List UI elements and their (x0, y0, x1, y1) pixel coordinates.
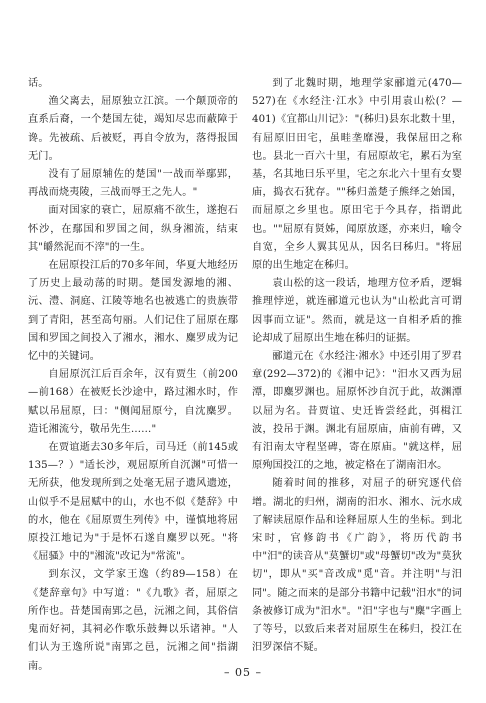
left-text-column (28, 75, 238, 676)
paragraph: 在屈原投江后的70多年间，华夏大地经历了历史上最动荡的时期。楚国发源地的湘、沅、澧、洞庭、江陵等地名也被逃亡的贵族带到了青阳，甚至高句丽。人们记住了屈原在鄢国和罗国之间投入了湘水，湘水、麋罗成为记忆中的关键词。 (28, 260, 238, 363)
paragraph: 到了北魏时期，地理学家郦道元(470—527)在《水经注·江水》中引用袁山松(？—401)《宜都山川记》："(秭归)县东北数十里，有屈原旧田宅，虽畦垄靡漫，我保屈田之称也。县北一百六十里，有屈原故宅，累石为室基，名其地曰乐平里，宅之东北六十里有女婴庙，捣衣石犹存。""秭归盖楚子熊绎之始国，而屈原之乡里也。原田宅于今具存，指谓此也。""屈原有贤姊，闻原放逐，亦来归，喻令自宽，全乡人翼其见从，因名曰秭归。"将屈原的出生地定在秭归。 (252, 78, 462, 272)
paragraph: 袁山松的这一段话，地理方位矛盾，逻辑推理悖逆，就连郦道元也认为"山松此言可谓因事而立证"。然而，就是这一自相矛盾的推论却成了屈原出生地在秭归的证据。 (252, 278, 462, 344)
paragraph: 在贾谊逝去30多年后，司马迁（前145或135—？）"适长沙，观屈原所自沉渊"可惜一无所获，他发现所到之处毫无屈子遗风遗迹，山似乎不是屈赋中的山，水也不似《楚辞》中的水，他在《屈原贾生列传》中，谨慎地将屈原投江地记为"于是怀石遂自麋罗以死。"将《屈骚》中的"湘流"改记为"常流"。 (28, 442, 238, 563)
paragraph: 自屈原沉江后百余年，汉有贾生（前200—前168）在被贬长沙途中，路过湘水时，作赋以吊屈原，曰："侧闻屈原兮，自沈麋罗。造讬湘流兮，敬吊先生……" (28, 369, 238, 435)
page-number: – 05 – (224, 666, 262, 679)
paragraph: 话。 (28, 78, 49, 89)
paragraph: 渔父离去，屈原独立江滨。一个颠顶帝的直系后裔，一个楚国左徒，竭知尽忠而蔽障于谗。先被疏、后被贬，再自令放为，落得报国无门。 (28, 96, 238, 162)
paragraph: 面对国家的衰亡，屈原痛不欲生，遂抱石怀沙，在鄢国和罗国之间，纵身湘流，结束其"皭然泥而不滓"的一生。 (28, 205, 238, 253)
paragraph: 到东汉，文学家王逸（约89—158）在《楚辞章句》中写道："《九歌》者，屈原之所作也。昔楚国南郢之邑，沅湘之间，其俗信鬼而好祠，其祠必作歌乐鼓舞以乐诸神。"人们认为王逸所说"南郢之邑，沅湘之间"指湖南。 (28, 569, 238, 672)
paragraph: 随着时间的推移，对屈子的研究逐代倍增。湖北的归州，湖南的汨水、湘水、沅水成了解读屈原作品和诠释屈原人生的坐标。到北宋时，官修韵书《广韵》，将历代韵书中"汨"的读音从"莫蟹切"或"母蟹切"改为"莫狄切"，即从"买"音改成"觅"音。并注明"与汨同"。随之而来的是部分书籍中记载"汨水"的词条被修订成为"汨水"。"汨"字也与"麋"字画上了等号，以致后来者对屈原生在秭归，投江在汨罗深信不疑。 (252, 478, 462, 654)
right-text-column (252, 75, 462, 658)
paragraph: 郦道元在《水经注·湘水》中还引用了罗君章(292—372)的《湘中记》："汨水又西为屈潭，即麋罗渊也。屈原怀沙自沉于此，故渊潭以屈为名。昔贾谊、史迁皆尝经此，弭楫江波，投吊于渊。渊北有屈原庙，庙前有碑，又有汨南太守程坚碑，寄在原庙。"就这样，屈原殉国投江的之地，被定格在了湖南汨水。 (252, 351, 462, 472)
paragraph: 没有了屈原辅佐的楚国"一战而举鄢郢，再战而烧夷陵，三战而辱王之先人。" (28, 169, 238, 199)
